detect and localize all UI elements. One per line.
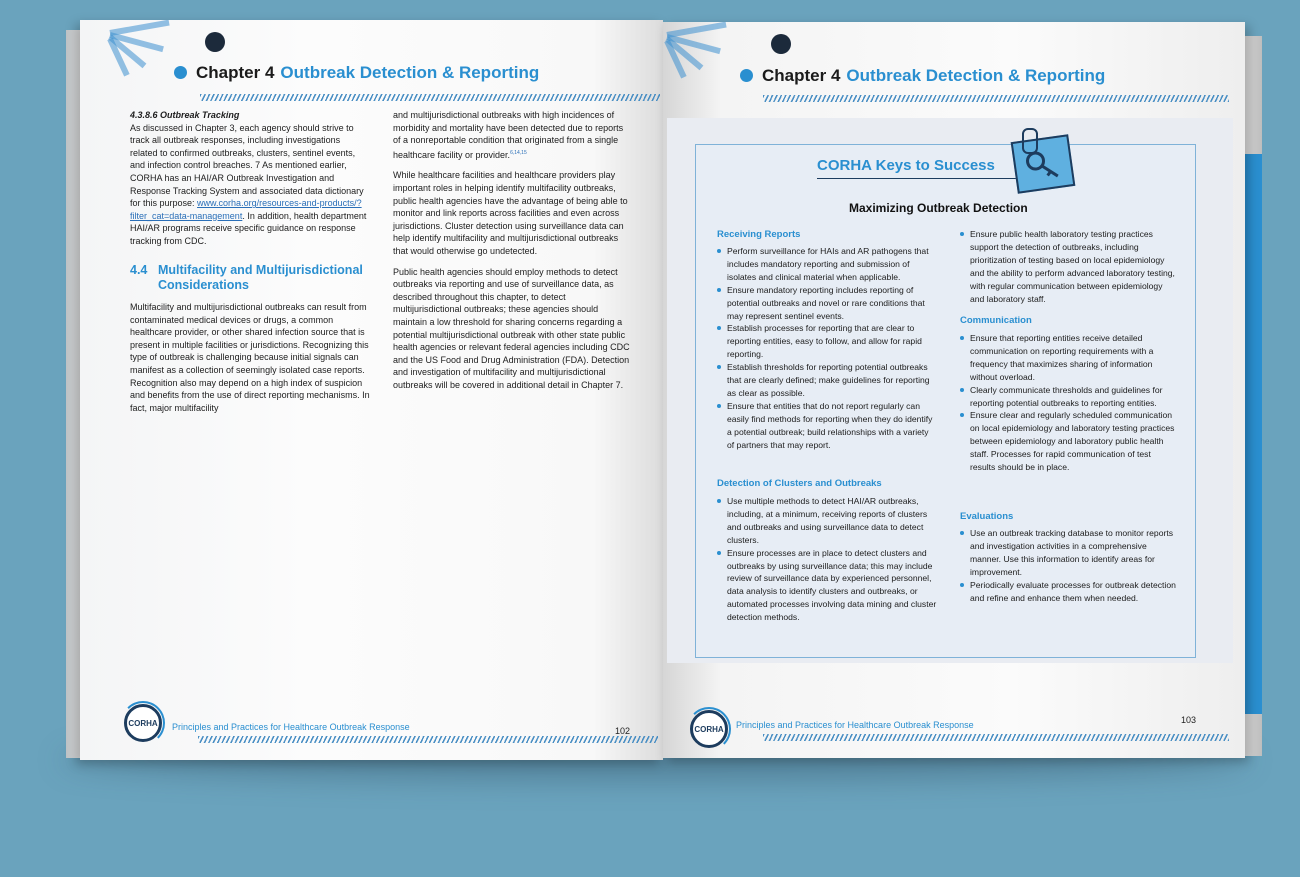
list-item: Perform surveillance for HAIs and AR pathogens that includes mandatory reporting and submission of isolates and clinical material when applicable.: [717, 245, 937, 284]
paragraph: Public health agencies should employ methods to detect outbreaks via reporting and use of surveillance data, as described throughout this chapter, to detect multijurisdictional outbreaks; these agencies should maintain a low threshold for sharing concerns regarding a potential multijurisdictional outbreak with other state public health agencies or relevant federal agencies including CDC and the US Food and Drug Administration (FDA). Detection and investigation of multifacility and multijurisdictional outbreaks will be covered in additional detail in Chapter 7.: [393, 266, 630, 390]
list-item: Clearly communicate thresholds and guidelines for reporting potential outbreaks to reporting entities.: [960, 384, 1176, 410]
header-rule: [200, 94, 660, 101]
subsection-title: 4.3.8.6 Outbreak Tracking: [130, 110, 240, 120]
section-heading: 4.4 Multifacility and Multijurisdictional Considerations: [130, 263, 363, 292]
key-icon: [1011, 134, 1076, 194]
evaluations-title: Evaluations: [960, 511, 1014, 522]
data-management-link[interactable]: www.corha.org/resources-and-products/?filter_cat=data-management: [130, 198, 362, 221]
keys-title: CORHA Keys to Success: [817, 157, 995, 174]
binder-hole: [205, 32, 225, 52]
footer-title: Principles and Practices for Healthcare Outbreak Response: [736, 720, 974, 730]
list-item: Ensure mandatory reporting includes reporting of potential outbreaks and novel or rare conditions that may represent sentinel events.: [717, 284, 937, 323]
header-rule: [763, 95, 1229, 102]
paragraph: While healthcare facilities and healthcare providers play important roles in helping identify multifacility outbreaks, public health agencies have the advantage of being able to monitor and link reports across facilities and even across jurisdictions. Cluster detection using surveillance data can help identify multifacility and multijurisdictional outbreaks that would otherwise go undetected.: [393, 170, 628, 256]
column-2: [393, 109, 633, 399]
bullet-dot-icon: [740, 69, 753, 82]
receiving-reports-list: [717, 245, 937, 452]
bullet-dot-icon: [174, 66, 187, 79]
chapter-heading: Chapter 4 Outbreak Detection & Reporting: [174, 63, 539, 83]
list-item: Establish processes for reporting that are clear to reporting entities, easy to follow, and allow for rapid reporting.: [717, 322, 937, 361]
list-item: Periodically evaluate processes for outbreak detection and refine and enhance them when needed.: [960, 579, 1176, 605]
page-number: 102: [615, 726, 631, 736]
decorative-rays: [663, 22, 733, 92]
evaluations-list: [960, 527, 1176, 604]
communication-title: Communication: [960, 315, 1032, 326]
list-item: Use an outbreak tracking database to monitor reports and investigation activities in a comprehensive manner. Use this information to identify areas for improvement.: [960, 527, 1176, 579]
chapter-heading: Chapter 4 Outbreak Detection & Reporting: [740, 66, 1105, 86]
decorative-rays: [100, 20, 170, 90]
communication-list: [960, 332, 1176, 474]
list-item: Ensure that reporting entities receive detailed communication on reporting requirements with a frequency that maximizes sharing of information without overload.: [960, 332, 1176, 384]
binder-hole: [771, 34, 791, 54]
corha-logo: CORHA: [124, 704, 162, 742]
list-item: Ensure processes are in place to detect clusters and outbreaks by using surveillance data; this may include review of surveillance data by experienced personnel, data analysis to identify clusters and outbreaks, or automated processes involving data mining and cluster detection methods.: [717, 547, 937, 624]
list-item: Ensure that entities that do not report regularly can easily find methods for reporting when they do identify a potential outbreak; build relationships with a variety of partners that may report.: [717, 400, 937, 452]
keys-underline: [817, 178, 1017, 179]
receiving-reports-title: Receiving Reports: [717, 229, 801, 240]
footer-rule: [198, 736, 658, 743]
column-1-lower: [130, 301, 370, 422]
footer-rule: [763, 734, 1229, 741]
page-number: 103: [1181, 715, 1197, 725]
paragraph: and multijurisdictional outbreaks with high incidences of morbidity and mortality have been detected due to reports of a nonreportable condition that originated from a single healthcare facility or provider.$^{6,14,15}$: [393, 110, 624, 160]
corha-logo: CORHA: [690, 710, 728, 748]
paragraph: Multifacility and multijurisdictional outbreaks can result from contaminated medical devices or drugs, a common healthcare provider, or other shared infection source that is present in multiple facilities or jurisdictions. Recognizing this type of outbreak is challenging because initial signals can manifest as a collection of seemingly isolated case reports. Recognition also may depend on a high index of suspicion and benefits from the use of direct reporting mechanisms. In fact, major multifacility: [130, 302, 370, 413]
list-item: Establish thresholds for reporting potential outbreaks that are clearly defined; make guidelines for reporting as clear as possible.: [717, 361, 937, 400]
paragraph: As discussed in Chapter 3, each agency should strive to track all outbreak responses, including investigations related to confirmed outbreaks, clusters, sentinel events, and infection control breaches. 7 As mentioned earlier, CORHA has an HAI/AR Outbreak Investigation and Response Tracking System and associated data dictionary for this purpose: www.corha.org/resources-and-products/?filter_cat=data-management. In addition, health department HAI/AR programs receive specific guidance on response tracking from CDC.: [130, 122, 367, 246]
detection-list: [717, 495, 937, 624]
panel-title: Maximizing Outbreak Detection: [849, 201, 1028, 215]
paperclip-icon: [1022, 128, 1038, 154]
list-item: Use multiple methods to detect HAI/AR outbreaks, including, at a minimum, receiving reports of clusters and outbreaks and using surveillance data to detect clusters.: [717, 495, 937, 547]
lab-list: [960, 228, 1176, 305]
list-item: Ensure clear and regularly scheduled communication on local epidemiology and laboratory testing practices between epidemiology and laboratory public health staff. Processes for rapid communication of test results should be in place.: [960, 409, 1176, 474]
list-item: Ensure public health laboratory testing practices support the detection of outbreaks, including prioritization of testing based on local epidemiology and the ability to perform advanced laboratory testing, with regular communication between epidemiology and laboratory staff.: [960, 228, 1176, 305]
left-page: [80, 20, 663, 760]
footer-title: Principles and Practices for Healthcare Outbreak Response: [172, 722, 410, 732]
detection-title: Detection of Clusters and Outbreaks: [717, 478, 882, 489]
column-1: [130, 109, 370, 256]
blue-page-edge: [1244, 154, 1262, 714]
